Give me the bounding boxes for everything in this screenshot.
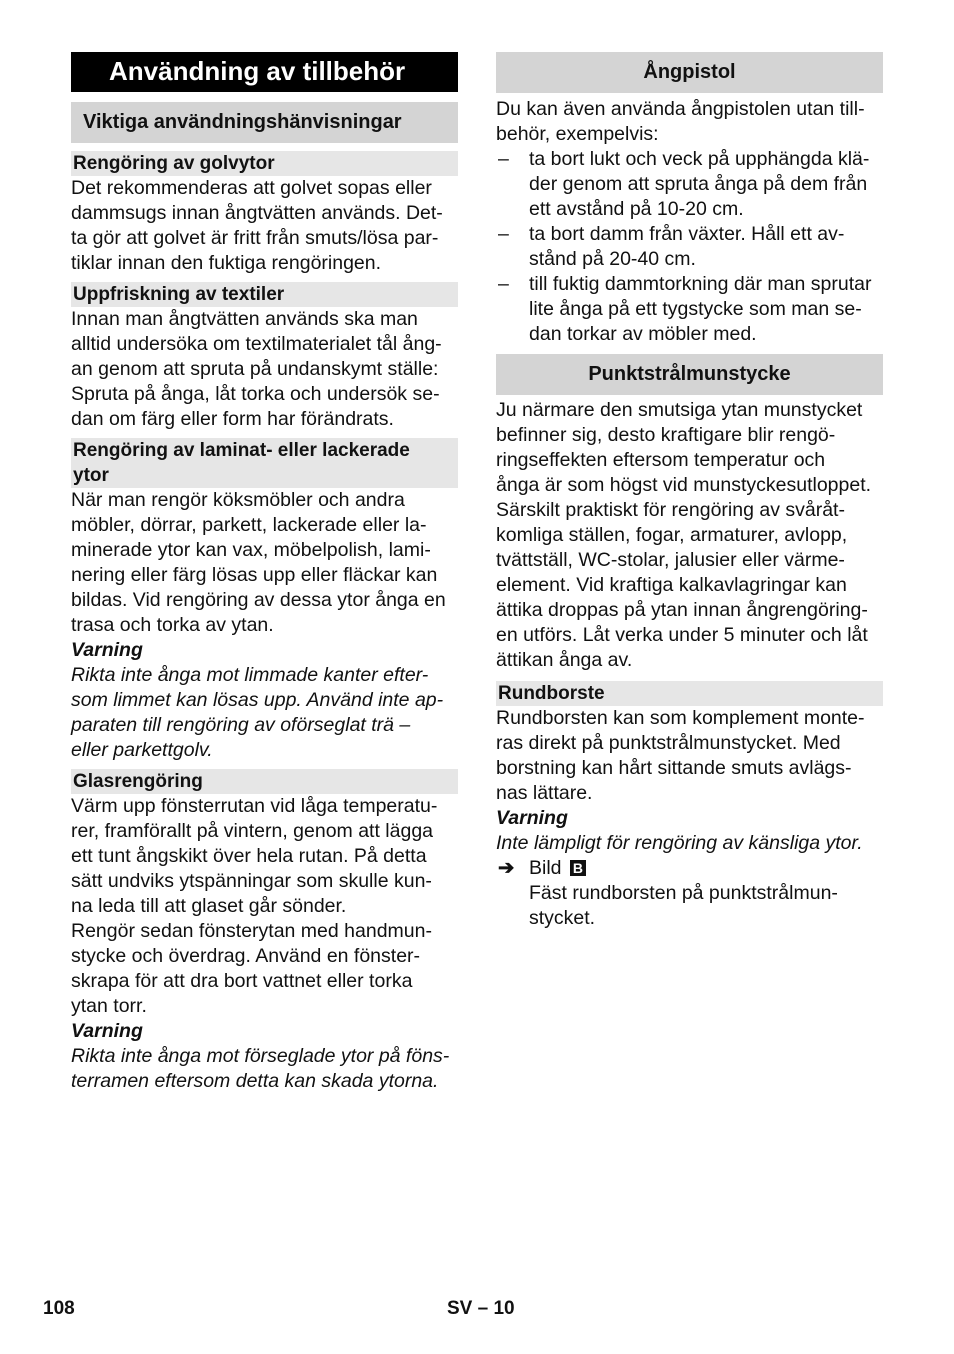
text-line: der genom att spruta ånga på dem från (529, 173, 868, 195)
page-code: SV – 10 (447, 1298, 515, 1319)
paragraph-round-brush (496, 706, 883, 806)
text-line: lite ånga på ett tygstycke som man se- (529, 298, 862, 320)
warning-label-round-brush: Varning (496, 807, 568, 829)
figure-label: Bild (529, 857, 562, 879)
warning-line: som limmet kan lösas upp. Använd inte ap- (71, 689, 444, 711)
text-line: Fäst rundborsten på punktstrålmun- (529, 882, 838, 904)
paragraph-glass-cleaning (71, 794, 458, 1019)
subheading-floor-cleaning: Rengöring av golvytor (71, 151, 458, 176)
text-line: behör, exempelvis: (496, 123, 659, 145)
subheading-textiles: Uppfriskning av textiler (71, 282, 458, 307)
warning-text-laminate (71, 663, 458, 763)
text-line: ett tunt ångskikt över hela rutan. På detta (71, 845, 427, 867)
text-line: tiklar innan den fuktiga rengöringen. (71, 252, 382, 274)
warning-line: Inte lämpligt för rengöring av känsliga ytor. (496, 832, 863, 854)
warning-text-glass (71, 1044, 458, 1094)
text-line: ett avstånd på 10-20 cm. (529, 198, 744, 220)
text-line: bildas. Vid rengöring av dessa ytor ånga en (71, 589, 446, 611)
text-line: ras direkt på punktstrålmunstycket. Med (496, 732, 841, 754)
dash-bullet: – (498, 148, 509, 170)
text-line: Det rekommenderas att golvet sopas eller (71, 177, 432, 199)
text-line: dammsugs innan ångtvätten används. Det- (71, 202, 443, 224)
page-number: 108 (43, 1298, 75, 1319)
text-line: stycket. (529, 907, 596, 929)
text-line: rer, framförallt på vintern, genom att lägga (71, 820, 434, 842)
subheading-line: ytor (73, 465, 109, 486)
text-line: Spruta på ånga, låt torka och undersök se- (71, 383, 440, 405)
warning-label-laminate: Varning (71, 639, 143, 661)
section-heading-point-jet-nozzle: Punktstrålmunstycke (496, 354, 883, 395)
text-line: Värm upp fönsterrutan vid låga temperatu- (71, 795, 438, 817)
paragraph-laminate (71, 488, 458, 638)
text-line: alltid undersöka om textilmaterialet tål ång- (71, 333, 442, 355)
paragraph-steam-gun-intro (496, 97, 883, 147)
text-line: borstning kan hårt sittande smuts avlägs- (496, 757, 852, 779)
page-title: Användning av tillbehör (71, 52, 458, 92)
text-line: ta gör att golvet är fritt från smuts/lösa par- (71, 227, 439, 249)
warning-line: eller parkettgolv. (71, 739, 213, 761)
text-line: ytan torr. (71, 995, 147, 1017)
text-line: till fuktig dammtorkning där man sprutar (529, 273, 872, 295)
text-line: skrapa för att dra bort vattnet eller torka (71, 970, 413, 992)
text-line: Ju närmare den smutsiga ytan munstycket (496, 399, 863, 421)
text-line: ättikan ånga av. (496, 649, 633, 671)
steam-gun-uses-list (496, 147, 883, 347)
text-line: Rundborsten kan som komplement monte- (496, 707, 865, 729)
text-line: möbler, dörrar, parkett, lackerade eller la- (71, 514, 427, 536)
text-line: stånd på 20-40 cm. (529, 248, 696, 270)
subheading-laminate (71, 438, 458, 488)
text-line: en utförs. Låt verka under 5 minuter och låt (496, 624, 868, 646)
text-line: ta bort lukt och veck på upphängda klä- (529, 148, 870, 170)
text-line: Innan man ångtvätten används ska man (71, 308, 418, 330)
warning-line: Rikta inte ånga mot limmade kanter efter- (71, 664, 429, 686)
warning-line: terramen eftersom detta kan skada ytorna. (71, 1070, 439, 1092)
instruction-step (496, 856, 883, 931)
text-line: tvättställ, WC-stolar, jalusier eller värme- (496, 549, 845, 571)
paragraph-point-jet-nozzle (496, 398, 883, 673)
text-line: stycke och överdrag. Använd en fönster- (71, 945, 421, 967)
text-line: ta bort damm från växter. Håll ett av- (529, 223, 845, 245)
dash-bullet: – (498, 223, 509, 245)
text-line: Rengör sedan fönsterytan med handmun- (71, 920, 432, 942)
text-line: minerade ytor kan vax, möbelpolish, lami- (71, 539, 431, 561)
list-item (496, 222, 883, 272)
text-line: ättika droppas på ytan innan ångrengöring- (496, 599, 868, 621)
paragraph-floor-cleaning (71, 176, 458, 276)
list-item (496, 147, 883, 222)
text-line: Du kan även använda ångpistolen utan till- (496, 98, 865, 120)
text-line: befinner sig, desto kraftigare blir rengö- (496, 424, 836, 446)
subheading-glass-cleaning: Glasrengöring (71, 769, 458, 794)
dash-bullet: – (498, 273, 509, 295)
arrow-right-icon: ➔ (498, 857, 515, 879)
subheading-line: Rengöring av laminat- eller lackerade (73, 440, 410, 461)
text-line: ringseffekten eftersom temperatur och (496, 449, 826, 471)
warning-line: Rikta inte ånga mot förseglade ytor på föns- (71, 1045, 450, 1067)
text-line: ånga är som högst vid munstyckesutloppet. (496, 474, 872, 496)
figure-letter-badge: B (570, 860, 586, 876)
paragraph-textiles (71, 307, 458, 432)
warning-line: paraten till rengöring av oförseglat trä – (71, 714, 411, 736)
text-line: komliga ställen, fogar, armaturer, avlopp, (496, 524, 848, 546)
text-line: sätt undviks ytspänningar som skulle kun- (71, 870, 432, 892)
right-column (496, 52, 883, 931)
text-line: När man rengör köksmöbler och andra (71, 489, 405, 511)
warning-label-glass: Varning (71, 1020, 143, 1042)
list-item (496, 272, 883, 347)
text-line: Särskilt praktiskt för rengöring av svåråt- (496, 499, 845, 521)
text-line: an genom att spruta på undanskymt ställe: (71, 358, 439, 380)
text-line: dan om färg eller form har förändrats. (71, 408, 394, 430)
section-heading-important-notes: Viktiga användningshänvisningar (71, 102, 458, 143)
left-column (71, 52, 458, 1094)
subheading-round-brush: Rundborste (496, 681, 883, 706)
text-line: nas lättare. (496, 782, 593, 804)
text-line: trasa och torka av ytan. (71, 614, 274, 636)
text-line: nering eller färg lösas upp eller fläckar kan (71, 564, 438, 586)
text-line: na leda till att glaset går sönder. (71, 895, 347, 917)
figure-reference (529, 856, 883, 881)
text-line: element. Vid kraftiga kalkavlagringar kan (496, 574, 847, 596)
section-heading-steam-gun: Ångpistol (496, 52, 883, 93)
text-line: dan torkar av möbler med. (529, 323, 757, 345)
